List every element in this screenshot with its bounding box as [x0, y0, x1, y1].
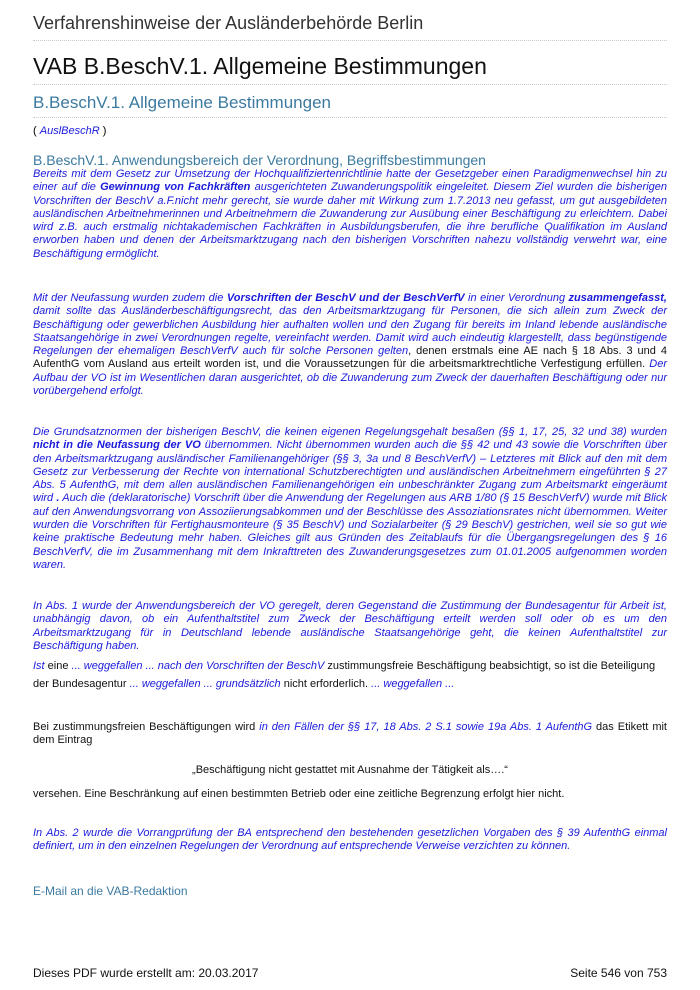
footer-created-date: Dieses PDF wurde erstellt am: 20.03.2017 [33, 966, 259, 980]
p1-text-1: Bereits mit dem Gesetz zur Umsetzung der Hochqualifiziertenrichtlinie hatte der Gesetzgeber einen Paradigmenwechsel hin zu einer auf die [33, 168, 667, 194]
p5-normal-3: nicht erforderlich. [280, 678, 372, 690]
p6-normal-1: Bei zustimmungsfreien Beschäftigungen wird [33, 721, 260, 733]
section-title: B.BeschV.1. Allgemeine Bestimmungen [33, 93, 667, 118]
p3-text-1: Die Grundsatznormen der bisherigen BeschV, die keinen eigenen Regelungsgehalt besaßen (§§ 1, 17, 25, 32 und 38) wurden [33, 426, 667, 438]
p3-text-3: Auch die (deklaratorische) Vorschrift über die Anwendung der Regelungen aus ARB 1/80 (§ 15 BeschVerfV) wurde mit Blick auf den Anwendungsvorrang von Assoziierungsabkommen und der Beschlüsse des Assoziationsrates nicht übernommen. Weiter wurden die Vorschriften für Fertighausmonteure (§ 35 BeschV) und Sozialarbeiter (§ 29 BeschV) gestrichen, weil sie so gut wie keine praktische Bedeutung mehr haben. Gleiches gilt aus Gründen des Zeitablaufs für die Übergangsregelungen des § 16 BeschVerfV, die im Zusammenhang mit dem Inkrafttreten des Zuwanderungsgesetzes zum 01.01.2005 aufgenommen worden waren. [33, 492, 667, 571]
paragraph-4: In Abs. 1 wurde der Anwendungsbereich der VO geregelt, deren Gegenstand die Zustimmung der Bundesagentur für Arbeit ist, unabhängig davon, ob ein Aufenthaltstitel zum Zweck der Beschäftigung erteilt werden soll oder ob es um den Arbeitsmarktzugang für in Deutschland lebende ausländische Staatsangehörige geht, die keinen Aufenthaltstitel zur Beschäftigung haben. [33, 600, 667, 652]
p6-italic-1: in den Fällen der §§ 17, 18 Abs. 2 S.1 sowie 19a Abs. 1 AufenthG [259, 721, 593, 733]
legal-reference [33, 125, 106, 137]
p6-normal-2: das Etikett mit dem Eintrag [33, 721, 667, 747]
p3-bold-1: nicht in die Neufassung der VO [33, 439, 201, 452]
p5-italic-2: ... weggefallen ... nach den Vorschriften der BeschV [71, 660, 325, 672]
label-entry-quote: „Beschäftigung nicht gestattet mit Ausnahme der Tätigkeit als….“ [192, 764, 508, 776]
auslbeschr-link[interactable]: AuslBeschR [39, 125, 100, 137]
paragraph-3 [33, 426, 667, 572]
paragraph-7: versehen. Eine Beschränkung auf einen bestimmten Betrieb oder eine zeitliche Begrenzung erfolgt hier nicht. [33, 788, 565, 800]
ref-open-paren: ( [33, 125, 37, 137]
p5-normal-1: eine [44, 660, 72, 672]
p2-text-2: in einer Verordnung [464, 292, 569, 304]
p3-text-2: übernommen. Nicht übernommen wurden auch die §§ 42 und 43 sowie die Vorschriften über den Arbeitsmarktzugang ausländischer Familienangehöriger (§§ 3, 3a und 8 BeschVerfV) – Letzteres mit Blick auf den mit dem Gesetz zur Verbesserung der Rechte von international Schutzberechtigten und ausländischen Arbeitnehmern eingeführten § 27 Abs. 5 AufenthG, mit dem allen ausländischen Familienangehörigen ein unbeschränkter Zugang zum Arbeitsmarkt eingeräumt wird [33, 439, 667, 505]
p2-text-4: Der Aufbau der VO ist im Wesentlichen daran ausgerichtet, ob die Zuwanderung zum Zweck der dauerhaften Beschäftigung oder nur vorübergehend erfolgt. [33, 358, 667, 398]
p5-italic-3: ... weggefallen ... grundsätzlich [129, 678, 281, 690]
email-editorial-link[interactable]: E-Mail an die VAB-Redaktion [33, 884, 188, 898]
paragraph-2 [33, 292, 667, 398]
p5-italic-4: ... weggefallen ... [371, 678, 455, 690]
p3-bold-2: . [56, 492, 60, 505]
paragraph-1 [33, 168, 667, 261]
p2-text-1: Mit der Neufassung wurden zudem die [33, 292, 227, 304]
paragraph-8: In Abs. 2 wurde die Vorrangprüfung der BA entsprechend den bestehenden gesetzlichen Vorgaben des § 39 AufenthG einmal definiert, um in den einzelnen Regelungen der Verordnung auf entsprechende Verweise verzichten zu können. [33, 827, 667, 853]
p5-normal-2: zustimmungsfreie Beschäftigung beabsichtigt, so ist die Beteiligung der Bundesagentur [33, 660, 656, 690]
footer-page-number: Seite 546 von 753 [570, 966, 667, 980]
p1-bold-1: Gewinnung von Fachkräften [100, 181, 251, 194]
p2-text-3: damit sollte das Ausländerbeschäftigungsrecht, das den Arbeitsmarktzugang für Personen, die sich allein zum Zweck der Beschäftigung oder gewerblichen Ausbildung hier aufhalten wollen und den Zugang für bereits im Inland lebende ausländische Staatsangehörige in zwei Verordnungen regelte, vereinfacht werden. Damit wird auch eindeutig klargestellt, dass begünstigende Regelungen der ehemaligen BeschVerfV auch für solche Personen gelten [33, 305, 667, 358]
page-title: VAB B.BeschV.1. Allgemeine Bestimmungen [33, 53, 667, 85]
paragraph-5 [33, 657, 667, 693]
paragraph-6 [33, 721, 667, 748]
ref-close-paren: ) [102, 125, 107, 137]
site-title: Verfahrenshinweise der Ausländerbehörde Berlin [33, 13, 667, 41]
p2-normal-1: , denen erstmals eine AE nach § 18 Abs. 3 und 4 AufenthG vom Ausland aus erteilt worden ist, und die Voraussetzungen für die arbeitsmarktrechtliche Verfestigung erfüllen. [33, 345, 667, 371]
p5-italic-1: Ist [33, 660, 45, 672]
p2-bold-1: Vorschriften der BeschV und der BeschVerfV [226, 292, 465, 304]
p1-text-2: ausgerichteten Zuwanderungspolitik eingeleitet. Diesem Ziel wurden die bisherigen Vorschriften der BeschV a.F.nicht mehr gerecht, sie wurde daher mit Wirkung zum 1.7.2013 neu gefasst, um gut ausgebildeten ausländischen Arbeitnehmerinnen und Arbeitnehmern die Zuwanderung zur Ausübung einer Beschäftigung zu erleichtern. Dabei wird z.B. auch erstmalig nichtakademischen Fachkräften in Ausbildungsberufen, die ihre berufliche Qualifikation im Ausland erworben haben und denen der Arbeitsmarktzugang nach den bisherigen Vorschriften nahezu vollständig verwehrt war, eine Beschäftigung ermöglicht. [33, 181, 667, 260]
p2-bold-2: zusammengefasst, [568, 292, 667, 304]
subsection-heading: B.BeschV.1. Anwendungsbereich der Verordnung, Begriffsbestimmungen [33, 152, 486, 168]
